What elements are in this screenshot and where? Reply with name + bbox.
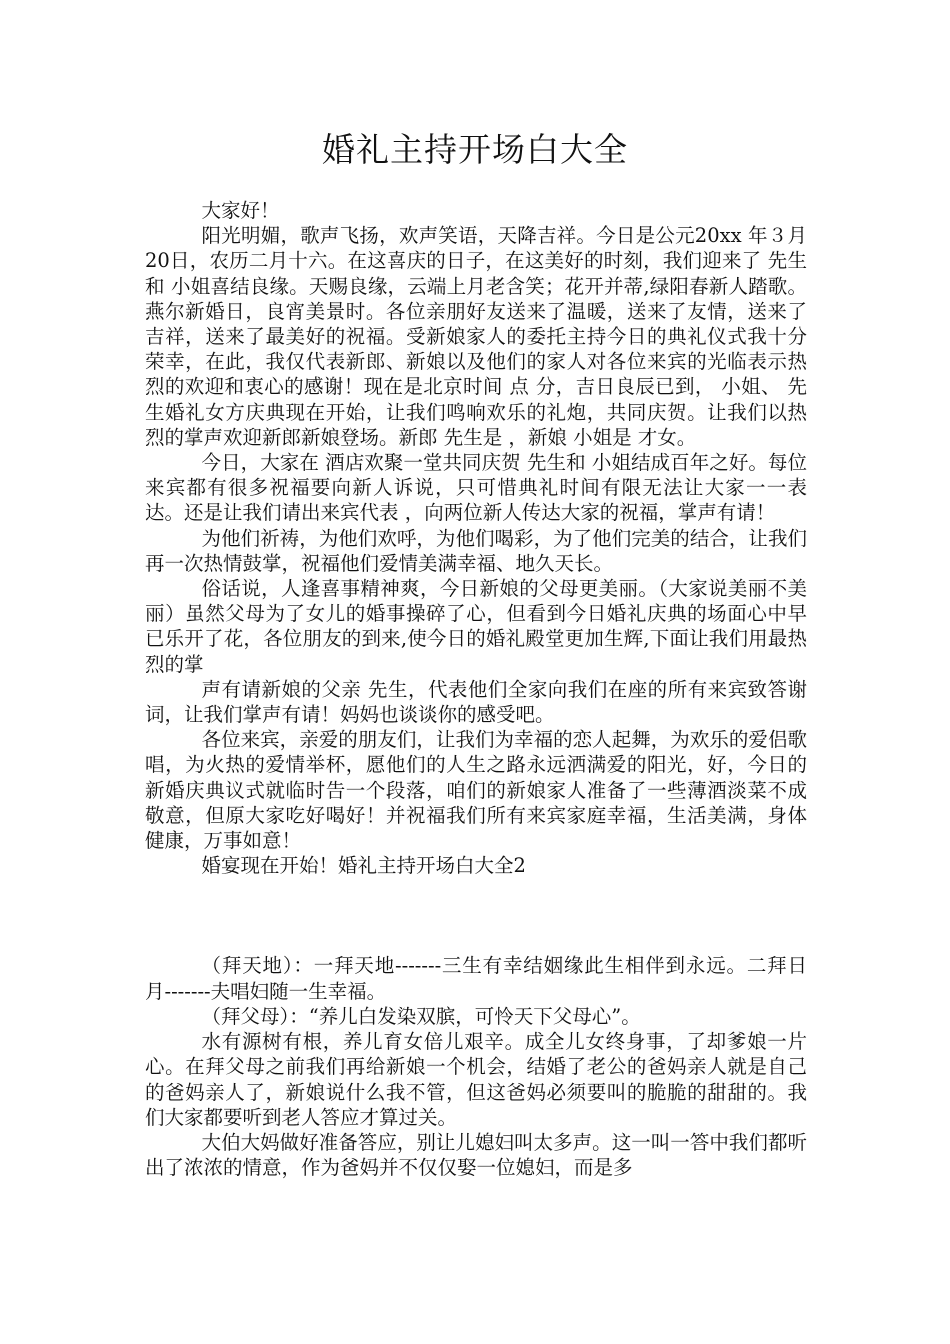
paragraph: 水有源树有根，养儿育女倍儿艰辛。成全儿女终身事，了却爹娘一片心。在拜父母之前我们再给新娘一个机会，结婚了老公的爸妈亲人就是自己的爸妈亲人了，新娘说什么我不管，但这爸妈必须要叫的脆脆的甜甜的。我们大家都要听到老人答应才算过关。 <box>145 1030 807 1129</box>
paragraph: 大伯大妈做好准备答应，别让儿媳妇叫太多声。这一叫一答中我们都听出了浓浓的情意，作为爸妈并不仅仅娶一位媳妇，而是多 <box>145 1130 807 1180</box>
paragraph: 各位来宾，亲爱的朋友们，让我们为幸福的恋人起舞，为欢乐的爱侣歌唱，为火热的爱情举杯，愿他们的人生之路永远洒满爱的阳光，好，今日的新婚庆典议式就临时告一个段落，咱们的新娘家人准备了一些薄酒淡菜不成敬意，但原大家吃好喝好！并祝福我们所有来宾家庭幸福，生活美满，身体健康，万事如意！ <box>145 728 807 853</box>
paragraph: 声有请新娘的父亲 先生，代表他们全家向我们在座的所有来宾致答谢词，让我们掌声有请！妈妈也谈谈你的感受吧。 <box>145 677 807 727</box>
paragraph: （拜父母）：“养儿白发染双膑，可怜天下父母心”。 <box>201 1004 641 1028</box>
paragraph: 今日，大家在 酒店欢聚一堂共同庆贺 先生和 小姐结成百年之好。每位来宾都有很多祝福要向新人诉说，只可惜典礼时间有限无法让大家一一表达。还是让我们请出来宾代表 ，向两位新人传达大家的祝福，掌声有请！ <box>145 451 807 525</box>
paragraph: （拜天地）：一拜天地-------三生有幸结姻缘此生相伴到永远。二拜日月-------夫唱妇随一生幸福。 <box>145 954 807 1003</box>
blank-gap <box>145 878 807 953</box>
document-title: 婚礼主持开场白大全 <box>322 130 628 169</box>
paragraph: 俗话说，人逢喜事精神爽，今日新娘的父母更美丽。（大家说美丽不美丽）虽然父母为了女儿的婚事操碎了心，但看到今日婚礼庆典的场面心中早已乐开了花，各位朋友的到来,使今日的婚礼殿堂更加生辉,下面让我们用最热烈的掌 <box>145 577 807 676</box>
paragraph: 婚宴现在开始！婚礼主持开场白大全2 <box>201 854 526 878</box>
document-body <box>145 198 807 1180</box>
paragraph: 为他们祈祷，为他们欢呼，为他们喝彩，为了他们完美的结合，让我们再一次热情鼓掌，祝福他们爱情美满幸福、地久天长。 <box>145 526 807 575</box>
paragraph: 阳光明媚，歌声飞扬，欢声笑语，天降吉祥。今日是公元20xx 年３月20日，农历二月十六。在这喜庆的日子，在这美好的时刻，我们迎来了 先生和 小姐喜结良缘。天赐良缘，云端上月老含笑；花开并蒂,绿阳春新人踏歌。燕尔新婚日，良宵美景时。各位亲朋好友送来了温暖，送来了友情，送来了吉祥，送来了最美好的祝福。受新娘家人的委托主持今日的典礼仪式我十分荣幸，在此，我仅代表新郎、新娘以及他们的家人对各位来宾的光临表示热烈的欢迎和衷心的感谢！现在是北京时间 点 分，吉日良辰已到， 小姐、 先生婚礼女方庆典现在开始，让我们鸣响欢乐的礼炮，共同庆贺。让我们以热烈的掌声欢迎新郎新娘登场。新郎 先生是 ，新娘 小姐是 才女。 <box>145 224 807 449</box>
paragraph: 大家好！ <box>201 199 280 222</box>
